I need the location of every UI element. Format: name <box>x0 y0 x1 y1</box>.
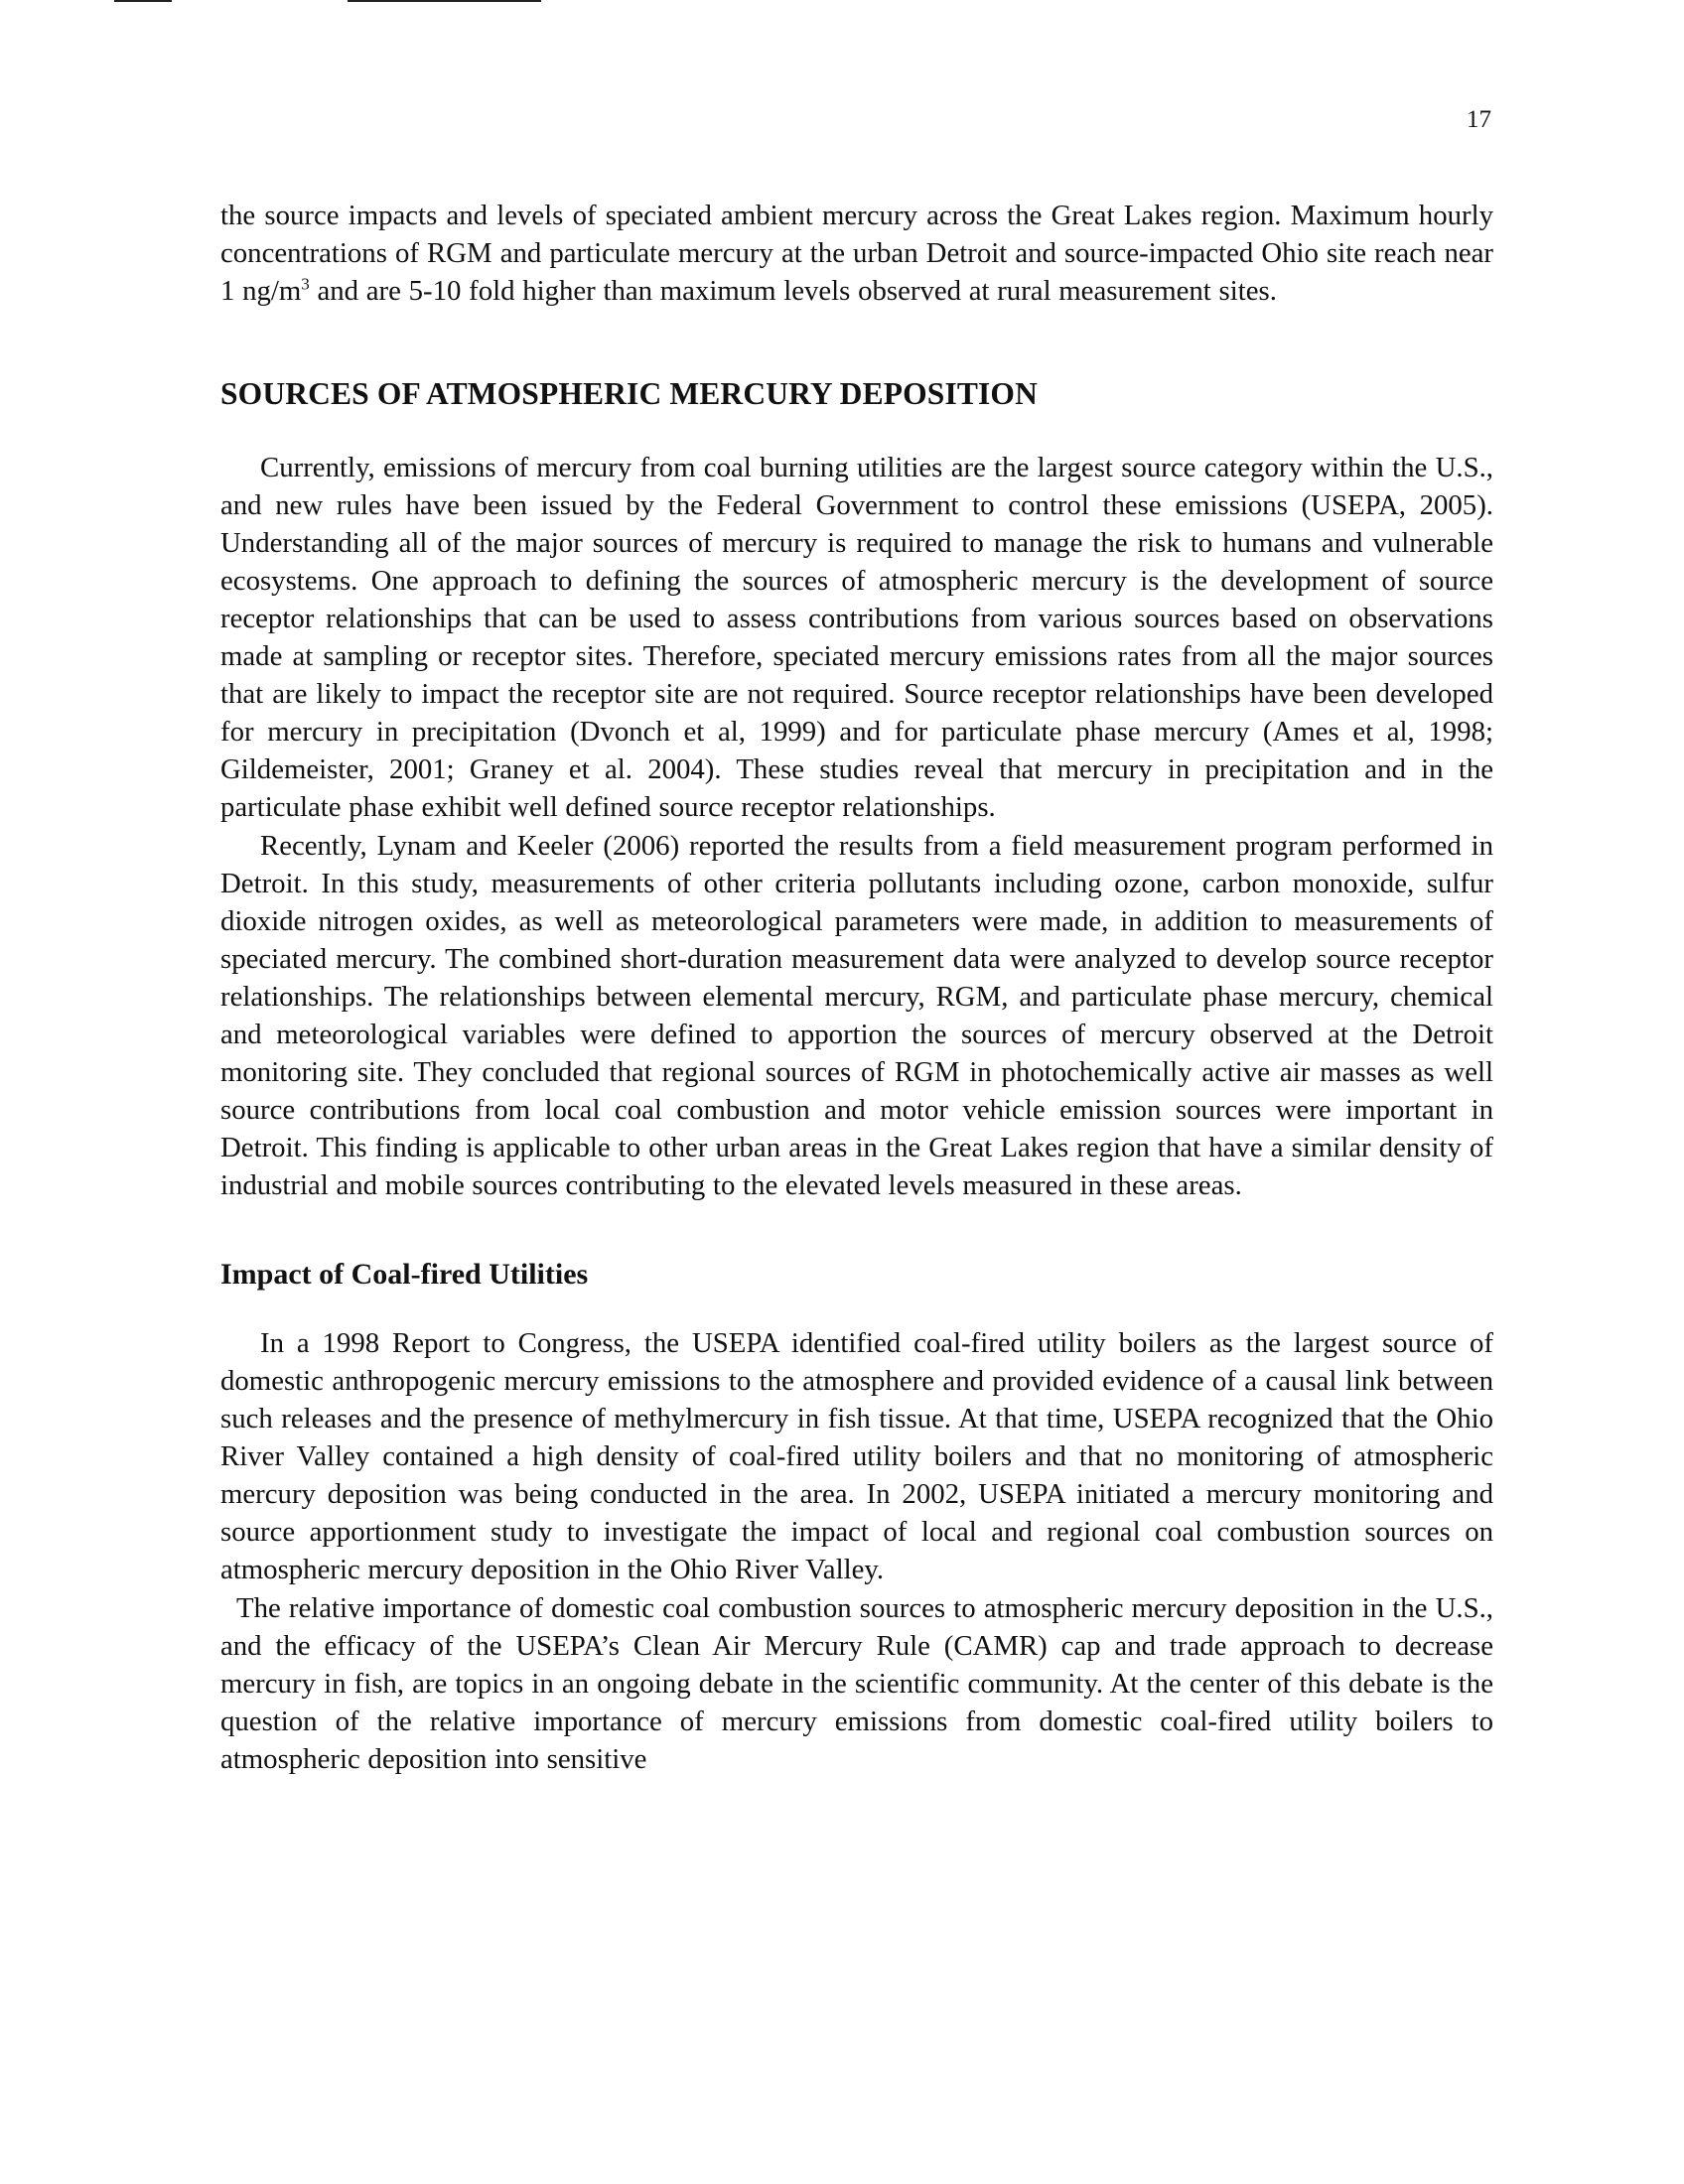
page-number: 17 <box>1467 106 1491 133</box>
sources-paragraph-2: Recently, Lynam and Keeler (2006) reported the results from a field measurement program performed in Detroit. In this study, measurements of other criteria pollutants including ozone, carbon monoxide, sulfur dioxide nitrogen oxides, as well as meteorological parameters were made, in addition to measurements of speciated mercury. The combined short-duration measurement data were analyzed to develop source receptor relationships. The relationships between elemental mercury, RGM, and particulate phase mercury, chemical and meteorological variables were defined to apportion the sources of mercury observed at the Detroit monitoring site. They concluded that regional sources of RGM in photochemically active air masses as well source contributions from local coal combustion and motor vehicle emission sources were important in Detroit. This finding is applicable to other urban areas in the Great Lakes region that have a similar density of industrial and mobile sources contributing to the elevated levels measured in these areas. <box>220 830 1493 1201</box>
scan-edge-rule-right <box>348 0 541 2</box>
intro-text-after-sup: and are 5-10 fold higher than maximum levels observed at rural measurement sites. <box>309 275 1277 307</box>
sources-paragraph-1: Currently, emissions of mercury from coal burning utilities are the largest source category within the U.S., and new rules have been issued by the Federal Government to control these emissions (USEPA, 2005). Understanding all of the major sources of mercury is required to manage the risk to humans and vulnerable ecosystems. One approach to defining the sources of atmospheric mercury is the development of source receptor relationships that can be used to assess contributions from various sources based on observations made at sampling or receptor sites. Therefore, speciated mercury emissions rates from all the major sources that are likely to impact the receptor site are not required. Source receptor relationships have been developed for mercury in precipitation (Dvonch et al, 1999) and for particulate phase mercury (Ames et al, 1998; Gildemeister, 2001; Graney et al. 2004). These studies reveal that mercury in precipitation and in the particulate phase exhibit well defined source receptor relationships. <box>220 452 1493 823</box>
intro-text-before-sup: the source impacts and levels of speciated ambient mercury across the Great Lakes region. Maximum hourly concentrations of RGM and particulate mercury at the urban Detroit and source-impacted Ohio site reach near 1 ng/m <box>220 200 1493 307</box>
subsection-heading-coal: Impact of Coal-fired Utilities <box>220 1258 589 1291</box>
scan-edge-rule-left <box>114 0 172 2</box>
coal-paragraph-2: The relative importance of domestic coal combustion sources to atmospheric mercury deposition in the U.S., and the efficacy of the USEPA’s Clean Air Mercury Rule (CAMR) cap and trade approach to decrease mercury in fish, are topics in an ongoing debate in the scientific community. At the center of this debate is the question of the relative importance of mercury emissions from domestic coal-fired utility boilers to atmospheric deposition into sensitive <box>220 1592 1493 1775</box>
page-body <box>220 197 1493 1778</box>
intro-superscript: 3 <box>301 274 310 294</box>
section-heading-sources: SOURCES OF ATMOSPHERIC MERCURY DEPOSITION <box>220 376 1038 411</box>
intro-paragraph <box>220 197 1493 310</box>
coal-paragraph-1: In a 1998 Report to Congress, the USEPA identified coal-fired utility boilers as the largest source of domestic anthropogenic mercury emissions to the atmosphere and provided evidence of a causal link between such releases and the presence of methylmercury in fish tissue. At that time, USEPA recognized that the Ohio River Valley contained a high density of coal-fired utility boilers and that no monitoring of atmospheric mercury deposition was being conducted in the area. In 2002, USEPA initiated a mercury monitoring and source apportionment study to investigate the impact of local and regional coal combustion sources on atmospheric mercury deposition in the Ohio River Valley. <box>220 1327 1493 1585</box>
